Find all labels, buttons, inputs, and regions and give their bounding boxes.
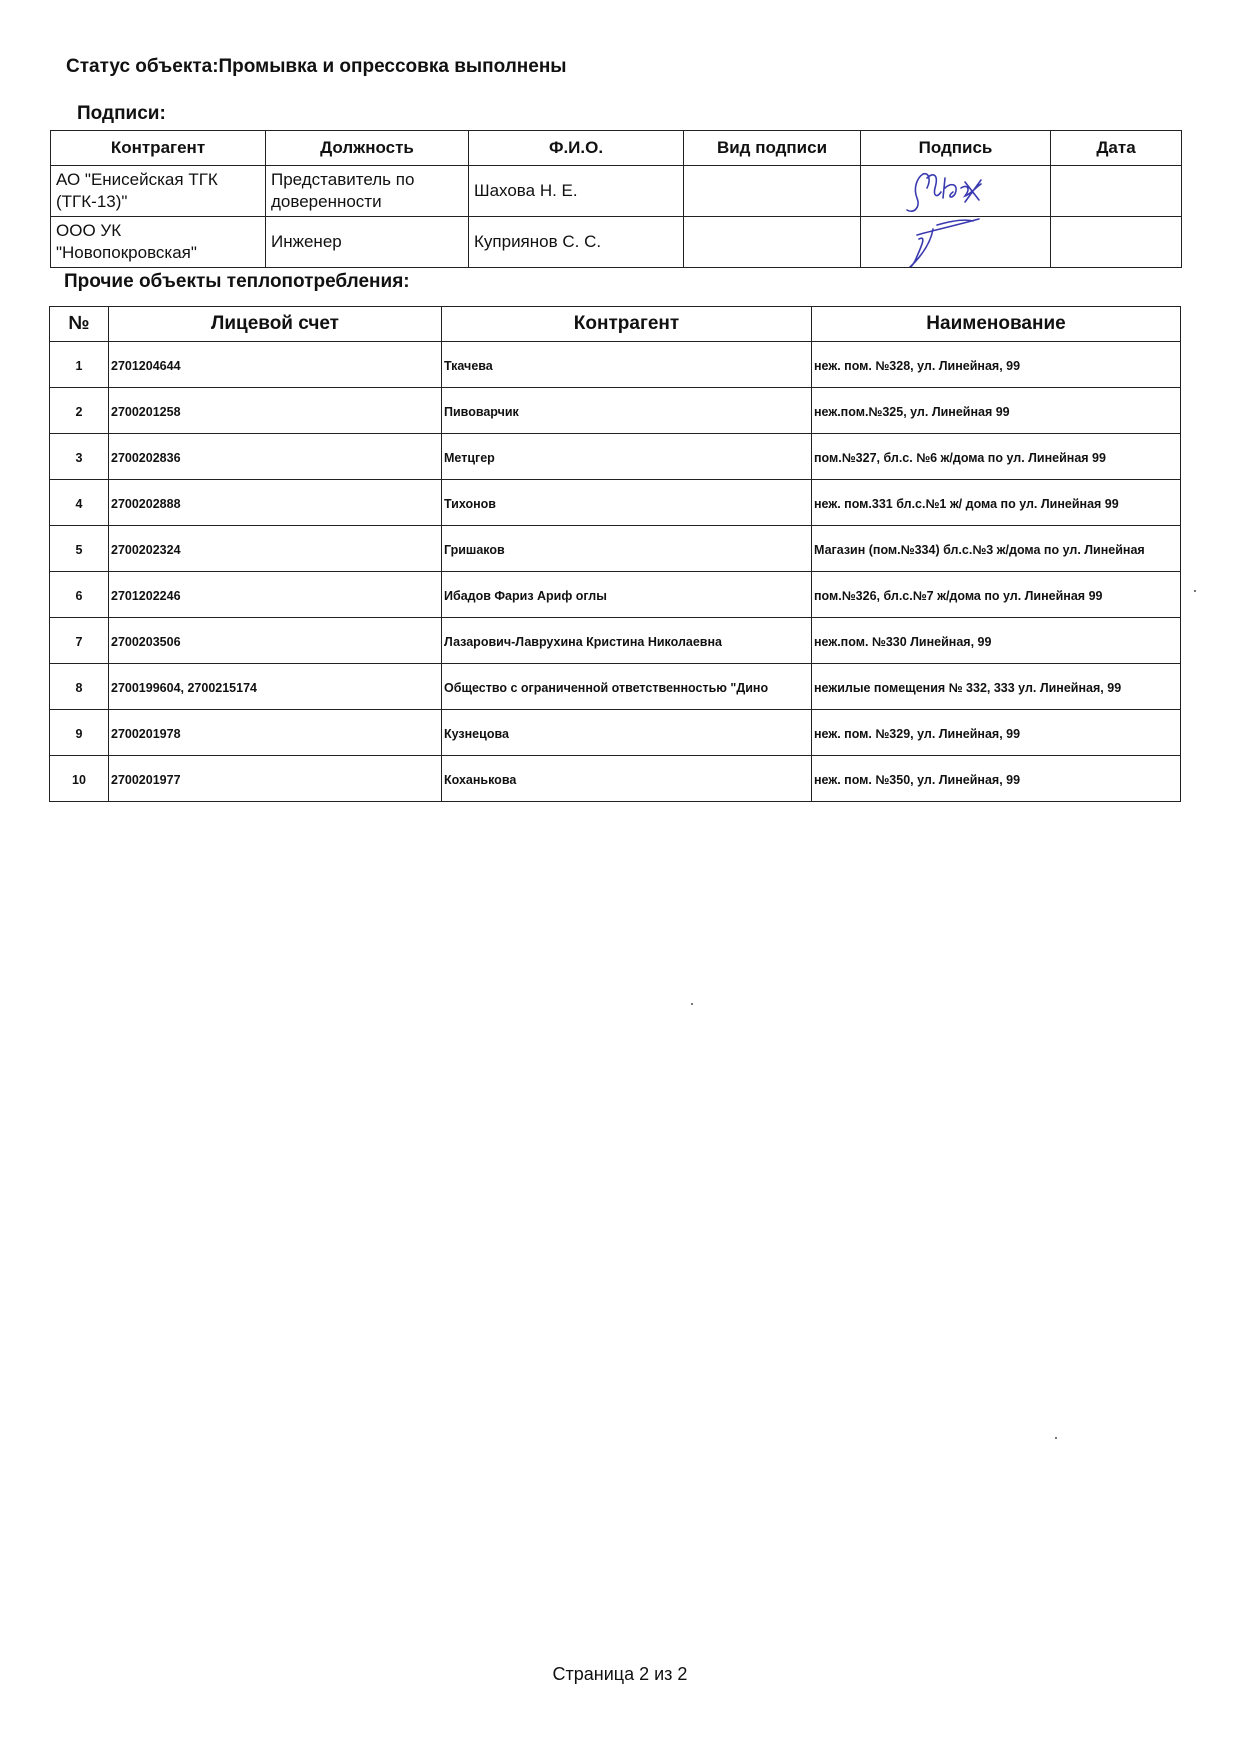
handwritten-signature-cell [861, 217, 1051, 268]
row-counterparty: Тихонов [442, 480, 812, 526]
row-object-name: нежилые помещения № 332, 333 ул. Линейная, 99 [812, 664, 1181, 710]
handwritten-signature [861, 217, 1051, 268]
row-account: 2700199604, 2700215174 [109, 664, 442, 710]
row-account: 2701202246 [109, 572, 442, 618]
signer-counterparty-line: АО "Енисейская ТГК [56, 170, 218, 189]
signer-position [266, 166, 469, 217]
col-header-date: Дата [1051, 131, 1182, 166]
handwritten-signature-cell [861, 166, 1051, 217]
row-account: 2700202836 [109, 434, 442, 480]
row-object-name: неж. пом.331 бл.с.№1 ж/ дома по ул. Линейная 99 [812, 480, 1181, 526]
col-header-full-name: Ф.И.О. [469, 131, 684, 166]
row-number: 6 [50, 572, 109, 618]
row-counterparty: Общество с ограниченной ответственностью "Дино [442, 664, 812, 710]
row-number: 1 [50, 342, 109, 388]
row-counterparty: Гришаков [442, 526, 812, 572]
row-account: 2700203506 [109, 618, 442, 664]
table-row [50, 342, 1181, 388]
signatures-header-row [51, 131, 1182, 166]
col-header-account: Лицевой счет [109, 307, 442, 342]
row-counterparty: Ибадов Фариз Ариф оглы [442, 572, 812, 618]
row-account: 2700201978 [109, 710, 442, 756]
table-row [50, 664, 1181, 710]
row-object-name: пом.№326, бл.с.№7 ж/дома по ул. Линейная 99 [812, 572, 1181, 618]
objects-header-row [50, 307, 1181, 342]
row-account: 2700201258 [109, 388, 442, 434]
signatures-table [50, 130, 1182, 268]
row-number: 4 [50, 480, 109, 526]
row-counterparty: Коханькова [442, 756, 812, 802]
col-header-number: № [50, 307, 109, 342]
signature-row [51, 217, 1182, 268]
signatures-heading: Подписи: [77, 103, 166, 124]
col-header-counterparty: Контрагент [51, 131, 266, 166]
row-object-name: Магазин (пом.№334) бл.с.№3 ж/дома по ул. Линейная [812, 526, 1181, 572]
signer-position-line: доверенности [271, 192, 382, 211]
other-objects-table [49, 306, 1181, 802]
row-account: 2701204644 [109, 342, 442, 388]
row-counterparty: Кузнецова [442, 710, 812, 756]
row-number: 5 [50, 526, 109, 572]
signature-row [51, 166, 1182, 217]
table-row [50, 526, 1181, 572]
row-account: 2700202888 [109, 480, 442, 526]
table-row [50, 480, 1181, 526]
scan-speck [691, 1003, 693, 1005]
col-header-position: Должность [266, 131, 469, 166]
table-row [50, 388, 1181, 434]
signer-counterparty [51, 217, 266, 268]
other-objects-heading: Прочие объекты теплопотребления: [64, 271, 410, 292]
table-row [50, 710, 1181, 756]
row-counterparty: Метцгер [442, 434, 812, 480]
row-counterparty: Пивоварчик [442, 388, 812, 434]
signer-full-name: Куприянов С. С. [469, 217, 684, 268]
row-object-name: неж. пом. №350, ул. Линейная, 99 [812, 756, 1181, 802]
row-account: 2700202324 [109, 526, 442, 572]
signer-counterparty-line: ООО УК [56, 221, 122, 240]
row-object-name: пом.№327, бл.с. №6 ж/дома по ул. Линейная 99 [812, 434, 1181, 480]
signer-position-line: Инженер [271, 232, 342, 251]
row-number: 9 [50, 710, 109, 756]
row-number: 7 [50, 618, 109, 664]
row-counterparty: Ткачева [442, 342, 812, 388]
col-header-signature-type: Вид подписи [684, 131, 861, 166]
row-number: 10 [50, 756, 109, 802]
signer-full-name: Шахова Н. Е. [469, 166, 684, 217]
col-header-counterparty: Контрагент [442, 307, 812, 342]
page-number: Страница 2 из 2 [552, 1664, 688, 1684]
object-status: Статус объекта:Промывка и опрессовка выполнены [66, 56, 567, 77]
col-header-object-name: Наименование [812, 307, 1181, 342]
row-object-name: неж.пом. №330 Линейная, 99 [812, 618, 1181, 664]
objects-table-body [50, 342, 1181, 802]
signer-date [1051, 217, 1182, 268]
signer-counterparty [51, 166, 266, 217]
handwritten-signature [861, 166, 1051, 217]
table-row [50, 434, 1181, 480]
row-number: 8 [50, 664, 109, 710]
signer-position-line: Представитель по [271, 170, 415, 189]
row-number: 2 [50, 388, 109, 434]
row-account: 2700201977 [109, 756, 442, 802]
signer-counterparty-line: (ТГК-13)" [56, 192, 128, 211]
row-object-name: неж. пом. №329, ул. Линейная, 99 [812, 710, 1181, 756]
scan-speck [1055, 1437, 1057, 1439]
row-number: 3 [50, 434, 109, 480]
row-counterparty: Лазарович-Лаврухина Кристина Николаевна [442, 618, 812, 664]
table-row [50, 756, 1181, 802]
row-object-name: неж.пом.№325, ул. Линейная 99 [812, 388, 1181, 434]
scan-speck [1194, 590, 1196, 592]
table-row [50, 572, 1181, 618]
signer-date [1051, 166, 1182, 217]
table-row [50, 618, 1181, 664]
signer-position [266, 217, 469, 268]
row-object-name: неж. пом. №328, ул. Линейная, 99 [812, 342, 1181, 388]
signer-counterparty-line: "Новопокровская" [56, 243, 197, 262]
signer-signature-type [684, 166, 861, 217]
col-header-signature: Подпись [861, 131, 1051, 166]
signer-signature-type [684, 217, 861, 268]
